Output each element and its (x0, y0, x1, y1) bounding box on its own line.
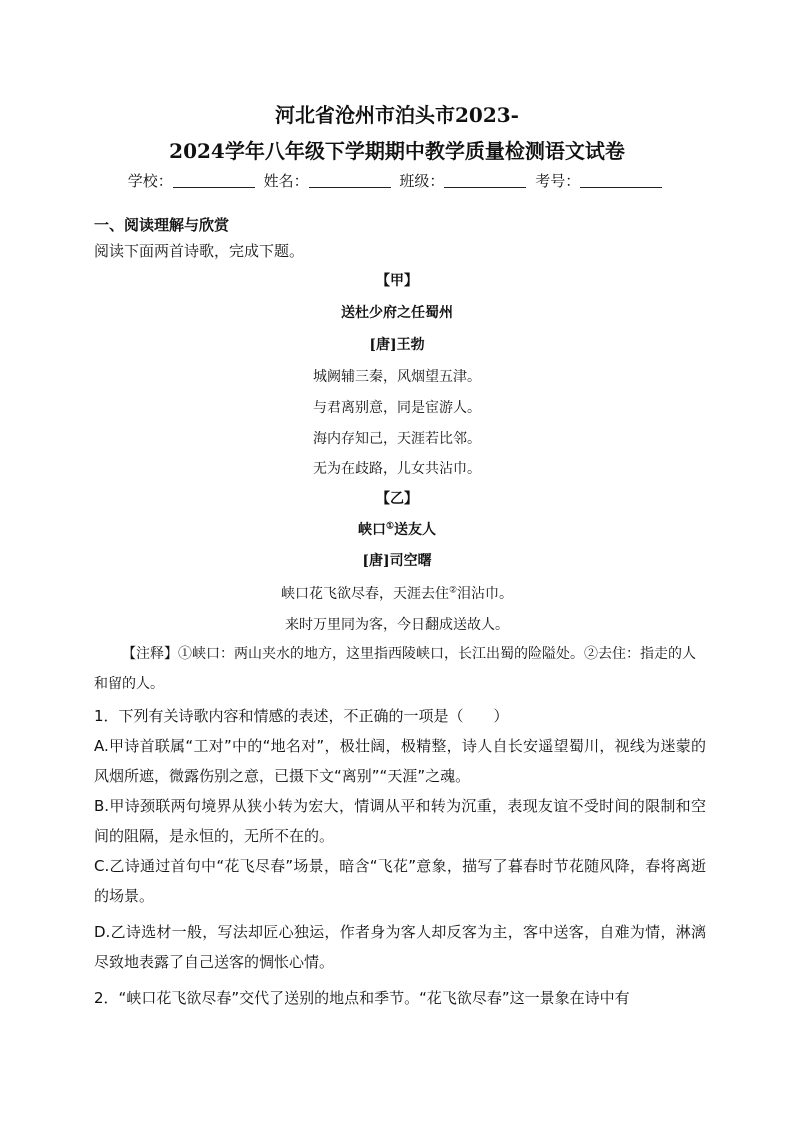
poem-a-author: [唐]王勃 (369, 337, 425, 353)
exam-title-line1: 河北省沧州市泊头市2023- (275, 103, 519, 127)
poem-a-mark: 【甲】 (376, 273, 418, 289)
poem-a-line: 海内存知己，天涯若比邻。 (313, 431, 481, 447)
class-label: 班级： (399, 172, 445, 190)
exam-number-blank[interactable] (580, 173, 662, 188)
section-heading: 一、阅读理解与欣赏 (94, 216, 230, 234)
option-d[interactable]: D.乙诗选材一般，写法却匠心独运，作者身为客人却反客为主，客中送客，自难为情，淋漓尽致地表露了自己送客的惆怅心情。 (94, 923, 706, 971)
question-2-stem: 2．“峡口花飞欲尽春”交代了送别的地点和季节。“花飞欲尽春”这一景象在诗中有 (94, 989, 630, 1007)
option-c[interactable]: C.乙诗通过首句中“花飞尽春”场景，暗含“飞花”意象，描写了暮春时节花随风降，春将离逝的场景。 (94, 857, 706, 905)
poem-a-line: 城阙辅三秦，风烟望五津。 (313, 369, 481, 385)
section-intro: 阅读下面两首诗歌，完成下题。 (94, 242, 305, 260)
poem-a-line: 无为在歧路，儿女共沾巾。 (313, 461, 481, 477)
student-info-row (0, 170, 794, 191)
school-label: 学校： (127, 172, 173, 190)
poem-b-title: 峡口①送友人 (357, 521, 437, 538)
exam-title-line2: 2024学年八年级下学期期中教学质量检测语文试卷 (169, 139, 625, 163)
name-blank[interactable] (309, 173, 391, 188)
poem-b-mark: 【乙】 (376, 491, 418, 507)
annotation: 【注释】①峡口：两山夹水的地方，这里指西陵峡口，长江出蜀的险隘处。②去住：指走的人和留的人。 (94, 646, 696, 692)
poem-a-title: 送杜少府之任蜀州 (341, 305, 453, 321)
footnote-marker: ① (385, 521, 395, 532)
poem-a-line: 与君离别意，同是宦游人。 (313, 400, 481, 416)
school-blank[interactable] (173, 173, 255, 188)
option-a[interactable]: A.甲诗首联属“工对”中的“地名对”，极壮阔，极精整，诗人自长安遥望蜀川，视线为迷蒙的风烟所遮，微露伤别之意，已摄下文“离别”“天涯”之魂。 (94, 737, 706, 785)
option-b[interactable]: B.甲诗颈联两句境界从狭小转为宏大，情调从平和转为沉重，表现友谊不受时间的限制和空间的阻隔，是永恒的，无所不在的。 (94, 797, 706, 845)
exam-number-label: 考号： (535, 172, 581, 190)
name-label: 姓名： (263, 172, 309, 190)
class-blank[interactable] (444, 173, 526, 188)
poem-b-line: 来时万里同为客，今日翻成送故人。 (285, 617, 509, 633)
question-1-stem: 1．下列有关诗歌内容和情感的表述，不正确的一项是（ ） (94, 707, 509, 725)
poem-b-line: 峡口花飞欲尽春，天涯去住②泪沾巾。 (280, 585, 514, 602)
footnote-marker: ② (448, 585, 458, 596)
poem-b-author: [唐]司空曙 (362, 553, 432, 569)
